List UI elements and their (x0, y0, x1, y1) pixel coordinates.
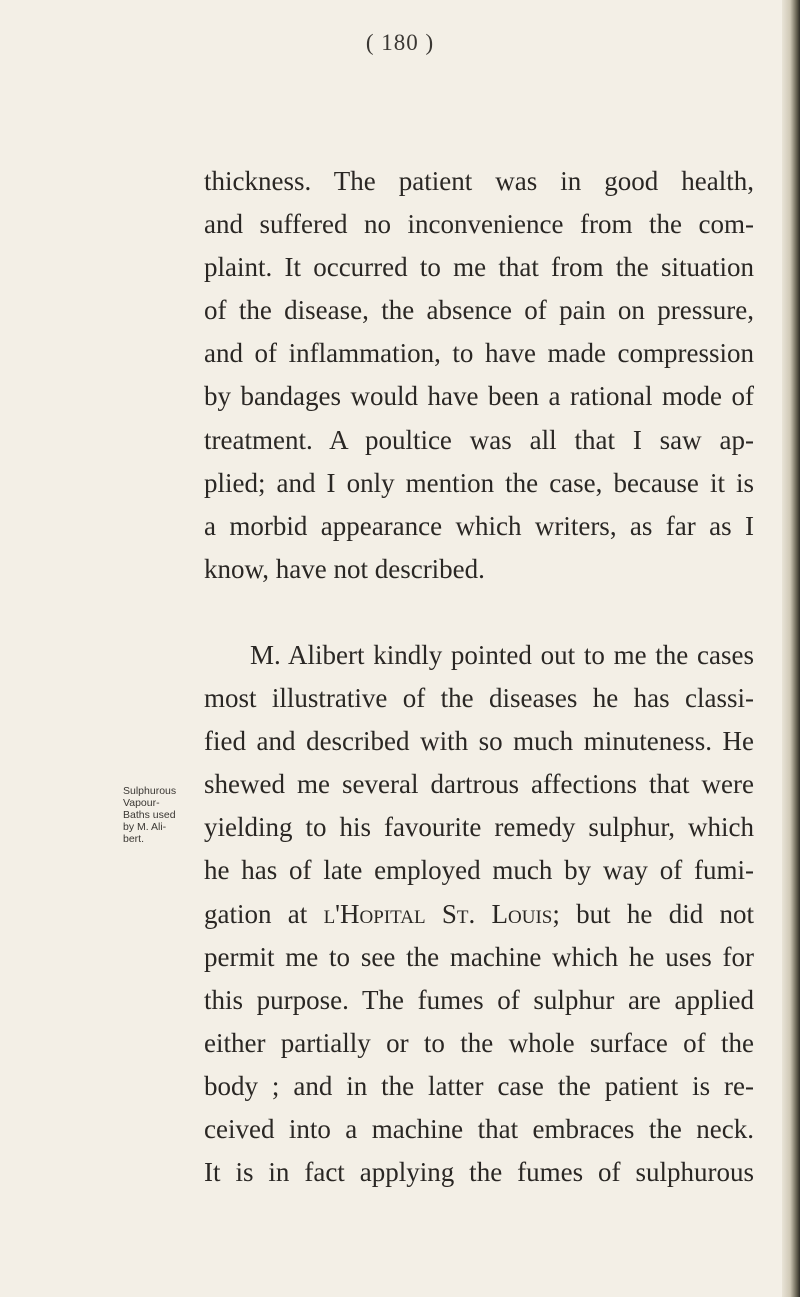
page-edge-shadow (782, 0, 800, 1297)
text-line: shewed me several dartrous affections that were (204, 769, 754, 800)
text-line: thickness. The patient was in good health, (204, 166, 754, 196)
text-line: ceived into a machine that embraces the neck. (204, 1113, 754, 1144)
text-line: body ; and in the latter case the patient is re- (204, 1070, 754, 1101)
text-line: M. Alibert kindly pointed out to me the cases (250, 639, 754, 670)
text-line: he has of late employed much by way of fumi- (204, 855, 754, 886)
marginal-note-line: Baths used (123, 809, 176, 821)
marginal-note-line: by M. Ali- (123, 821, 167, 833)
marginal-note-line: bert. (123, 833, 145, 845)
paragraph-gap (204, 591, 754, 634)
paragraph-2 (204, 634, 754, 1194)
text-line: treatment. A poultice was all that I saw ap- (204, 424, 754, 455)
text-fragment: gation at (204, 898, 324, 929)
text-line: either partially or to the whole surface of the (204, 1027, 754, 1058)
page-number: ( 180 ) (365, 30, 435, 55)
marginal-note (123, 785, 203, 845)
text-line: and of inflammation, to have made compression (204, 338, 754, 369)
text-line: know, have not described. (204, 553, 485, 584)
text-line: this purpose. The fumes of sulphur are applied (204, 984, 754, 1015)
text-line: permit me to see the machine which he uses for (204, 941, 754, 972)
text-line: yielding to his favourite remedy sulphur, which (204, 812, 754, 843)
body-text (204, 160, 754, 1194)
text-line: It is in fact applying the fumes of sulphurous (204, 1157, 754, 1188)
text-line: of the disease, the absence of pain on pressure, (204, 295, 754, 326)
hospital-name: l'Hopital St. Louis (323, 898, 553, 929)
marginal-note-line: Vapour- (123, 797, 160, 809)
text-fragment: ; but he did not (552, 898, 754, 929)
text-line: by bandages would have been a rational mode of (204, 381, 754, 412)
text-line: plied; and I only mention the case, because it is (204, 467, 754, 498)
paragraph-1 (204, 160, 754, 591)
text-line: fied and described with so much minuteness. He (204, 726, 754, 757)
text-line: and suffered no inconvenience from the com- (204, 209, 754, 240)
text-line (204, 893, 754, 936)
text-line: a morbid appearance which writers, as far as I (204, 510, 754, 541)
text-line: plaint. It occurred to me that from the situation (204, 252, 754, 283)
text-line: most illustrative of the diseases he has classi- (204, 683, 754, 714)
marginal-note-line: Sulphurous (123, 785, 177, 797)
